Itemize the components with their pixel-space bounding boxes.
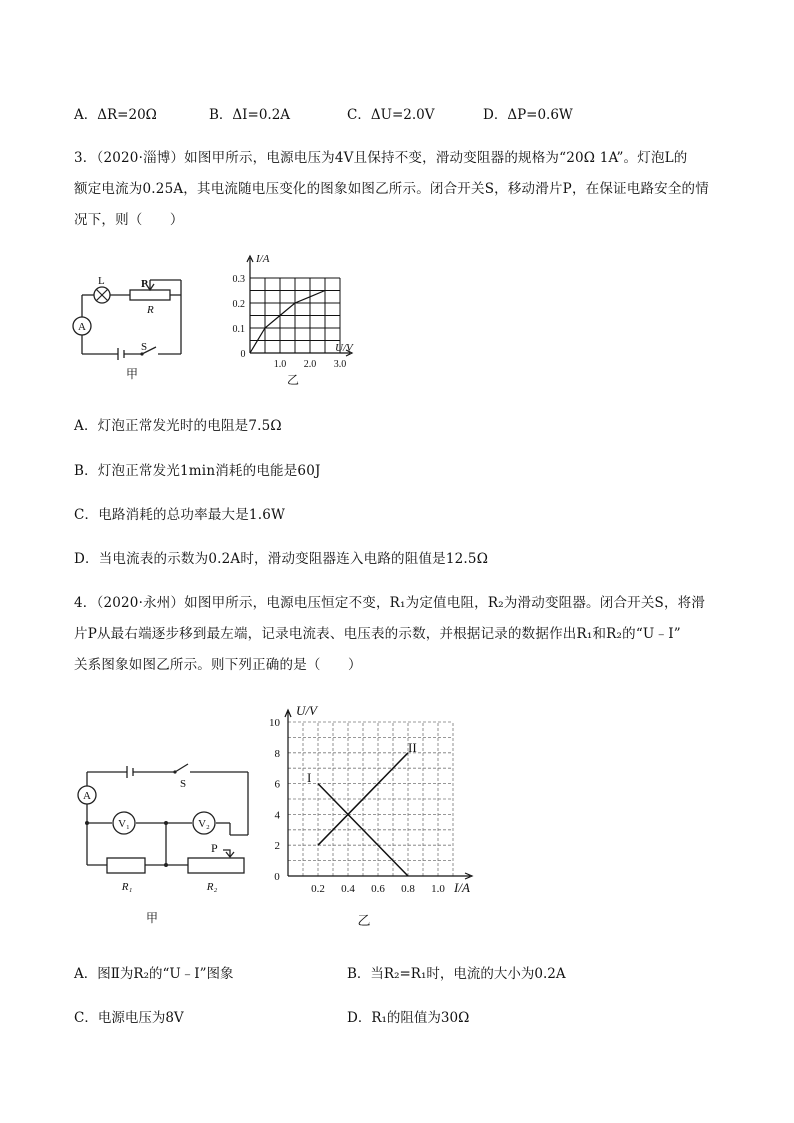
- q4-x-tick-label: 1.0: [431, 883, 445, 895]
- q3-y-axis-label: I/A: [256, 253, 270, 265]
- q4-x-tick-label: 0.4: [341, 883, 355, 895]
- q3-iu-graph: [225, 248, 365, 388]
- q3-stem-line-3: 况下，则（ ）: [74, 212, 184, 228]
- switch-label: S: [141, 341, 148, 353]
- q4-option-a: A．图Ⅱ为R₂的“U﹣I”图象: [74, 966, 234, 982]
- q3-circuit-diagram: [60, 265, 200, 385]
- q4-ammeter-symbol: [78, 786, 96, 804]
- q3-x-tick-label: 3.0: [333, 359, 347, 370]
- q4-slider-label: P: [211, 841, 218, 855]
- q4-circuit-caption: 甲: [145, 911, 159, 925]
- lamp-symbol: [94, 287, 110, 303]
- q3-y-tick-label: 0.3: [232, 274, 245, 285]
- q4-y-tick-label: 2: [274, 840, 280, 853]
- q4-x-axis-label: I/A: [454, 880, 470, 895]
- v1-label: V₁: [118, 818, 130, 830]
- q3-graph-caption: 乙: [286, 373, 300, 387]
- q3-stem-line-2: 额定电流为0.25A，其电流随电压变化的图象如图乙所示。闭合开关S，移动滑片P，在保证电路安全的情: [74, 181, 709, 197]
- q3-option-d: D．当电流表的示数为0.2A时，滑动变阻器连入电路的阻值是12.5Ω: [74, 551, 489, 567]
- q4-option-b: B．当R₂=R₁时，电流的大小为0.2A: [347, 966, 566, 982]
- q3-stem-line-1: 3．（2020·淄博）如图甲所示，电源电压为4V且保持不变，滑动变阻器的规格为“20Ω 1A”。灯泡L的: [74, 150, 688, 166]
- ammeter-symbol: [73, 317, 91, 335]
- q3-x-tick-label: 1.0: [273, 359, 287, 370]
- q3-option-a: A．灯泡正常发光时的电阻是7.5Ω: [74, 418, 282, 434]
- q3-option-c: C．电路消耗的总功率最大是1.6W: [74, 507, 286, 523]
- line-I-label: I: [307, 770, 312, 785]
- q4-y-tick-label: 6: [274, 778, 280, 791]
- q4-option-c: C．电源电压为8V: [74, 1010, 184, 1026]
- q2-option-d: D．ΔP=0.6W: [483, 107, 573, 123]
- q2-option-b: B．ΔI=0.2A: [209, 107, 291, 123]
- q4-graph-caption: 乙: [357, 913, 371, 928]
- q4-stem-line-1: 4．（2020·永州）如图甲所示，电源电压恒定不变，R₁为定值电阻，R₂为滑动变阻器。闭合开关S，将滑: [74, 595, 706, 611]
- q4-x-tick-label: 0.6: [371, 883, 385, 895]
- q4-ui-graph: [258, 700, 488, 930]
- q2-option-a: A．ΔR=20Ω: [74, 107, 157, 123]
- q3-y-tick-label: 0.1: [232, 324, 245, 335]
- line-II-label: II: [408, 740, 417, 755]
- slider-label: P: [141, 278, 148, 290]
- q3-y-tick-label: 0.2: [232, 299, 245, 310]
- q4-y-tick-label: 10: [269, 717, 280, 729]
- q4-stem-line-2: 片P从最右端逐步移到最左端，记录电流表、电压表的示数，并根据记录的数据作出R₁和R₂的“U﹣I”: [74, 626, 681, 642]
- q3-option-b: B．灯泡正常发光1min消耗的电能是60J: [74, 463, 321, 479]
- q3-origin-label: 0: [240, 349, 246, 360]
- q4-x-tick-label: 0.2: [311, 883, 325, 895]
- lamp-iu-curve: [250, 291, 325, 354]
- q4-x-tick-label: 0.8: [401, 883, 415, 895]
- q4-y-axis-label: U/V: [296, 703, 317, 718]
- q3-x-tick-label: 2.0: [303, 359, 317, 370]
- q4-origin-label: 0: [274, 871, 280, 883]
- q2-option-c: C．ΔU=2.0V: [347, 107, 435, 123]
- r2-label: R₂: [206, 881, 218, 893]
- q4-option-d: D．R₁的阻值为30Ω: [347, 1010, 470, 1026]
- lamp-label: L: [98, 275, 105, 287]
- rheostat-label: R: [147, 304, 154, 316]
- q4-circuit-diagram: [70, 760, 260, 935]
- r1-label: R₁: [121, 881, 133, 893]
- q4-y-tick-label: 4: [274, 809, 280, 822]
- voltmeter-v1-symbol: [113, 812, 135, 834]
- q3-x-axis-label: U/V: [335, 342, 353, 354]
- ammeter-label: A: [78, 321, 86, 333]
- v2-label: V₂: [198, 818, 210, 830]
- q4-stem-line-3: 关系图象如图乙所示。则下列正确的是（ ）: [74, 657, 362, 673]
- q4-y-tick-label: 8: [274, 747, 280, 760]
- q4-ammeter-label: A: [83, 790, 91, 802]
- q4-switch-label: S: [180, 778, 187, 790]
- voltmeter-v2-symbol: [193, 812, 215, 834]
- q3-circuit-caption: 甲: [125, 367, 139, 381]
